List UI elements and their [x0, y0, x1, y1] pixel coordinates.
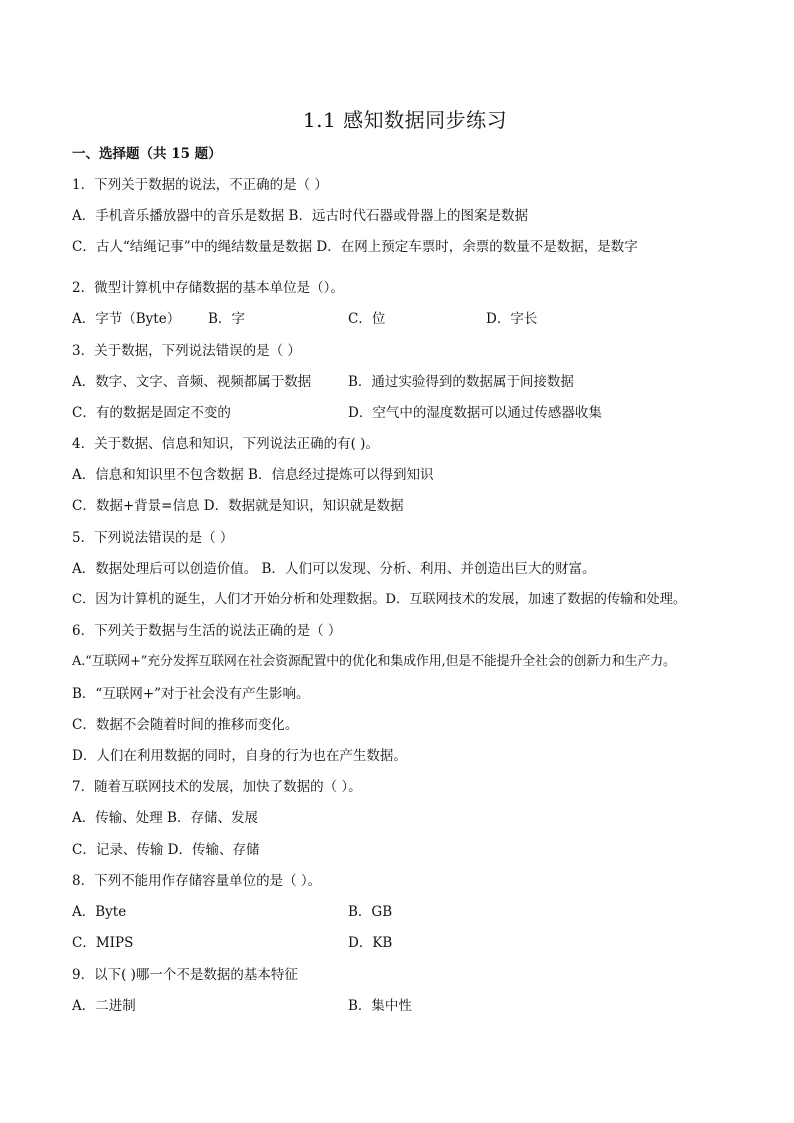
- question-3-stem: 3．关于数据，下列说法错误的是（ ）: [72, 343, 301, 359]
- question-5-options-cd: C．因为计算机的诞生，人们才开始分析和处理数据。D．互联网技术的发展，加速了数据的传输和处理。: [72, 592, 687, 607]
- question-9-option-a: A．二进制: [72, 998, 136, 1014]
- question-6-stem: 6．下列关于数据与生活的说法正确的是（ ）: [72, 623, 342, 639]
- question-5-options-ab: A．数据处理后可以创造价值。 B．人们可以发现、分析、利用、并创造出巨大的财富。: [72, 561, 596, 577]
- question-6-option-d: D．人们在利用数据的同时，自身的行为也在产生数据。: [72, 748, 407, 764]
- question-9-stem: 9．以下( )哪一个不是数据的基本特征: [72, 967, 298, 983]
- question-8-option-b: B．GB: [348, 904, 393, 920]
- question-2-stem: 2．微型计算机中存储数据的基本单位是（）。: [72, 280, 344, 296]
- question-8-option-a: A．Byte: [72, 904, 127, 920]
- question-8-option-d: D．KB: [348, 935, 393, 951]
- question-7-stem: 7．随着互联网技术的发展，加快了数据的（ ）。: [72, 779, 362, 795]
- question-1-stem: 1．下列关于数据的说法，不正确的是（ ）: [72, 177, 328, 193]
- question-7-options-cd: C．记录、传输 D．传输、存储: [72, 842, 260, 858]
- question-6-option-a: A.“互联网+”充分发挥互联网在社会资源配置中的优化和集成作用,但是不能提升全社会的创新力和生产力。: [72, 654, 676, 669]
- question-4-options-ab: A．信息和知识里不包含数据 B．信息经过提炼可以得到知识: [72, 467, 434, 483]
- question-5-stem: 5．下列说法错误的是（ ）: [72, 530, 234, 546]
- question-3-option-a: A．数字、文字、音频、视频都属于数据: [72, 374, 312, 390]
- question-4-stem: 4．关于数据、信息和知识，下列说法正确的有( )。: [72, 436, 379, 452]
- question-2-option-a: A．字节（Byte）: [72, 311, 181, 327]
- question-4-options-cd: C．数据+背景=信息 D．数据就是知识，知识就是数据: [72, 498, 404, 514]
- question-7-options-ab: A．传输、处理 B．存储、发展: [72, 810, 258, 826]
- question-8-option-c: C．MIPS: [72, 935, 134, 951]
- question-3-option-d: D．空气中的湿度数据可以通过传感器收集: [348, 405, 602, 421]
- question-2-option-c: C．位: [348, 311, 386, 327]
- question-8-stem: 8．下列不能用作存储容量单位的是（ ）。: [72, 873, 322, 889]
- question-1-options-ab: A．手机音乐播放器中的音乐是数据 B．远古时代石器或骨器上的图案是数据: [72, 208, 528, 224]
- page-title: 1.1 感知数据同步练习: [302, 108, 508, 132]
- question-3-option-c: C．有的数据是固定不变的: [72, 405, 231, 421]
- section-heading: 一、选择题（共 15 题）: [72, 146, 222, 162]
- question-6-option-c: C．数据不会随着时间的推移而变化。: [72, 717, 299, 733]
- question-9-option-b: B．集中性: [348, 998, 412, 1014]
- question-3-option-b: B．通过实验得到的数据属于间接数据: [348, 374, 574, 390]
- question-2-option-b: B．字: [208, 311, 245, 327]
- question-2-option-d: D．字长: [486, 311, 538, 327]
- question-6-option-b: B．“互联网+”对于社会没有产生影响。: [72, 686, 310, 702]
- question-1-options-cd: C．古人“结绳记事”中的绳结数量是数据 D．在网上预定车票时，余票的数量不是数据，是数字: [72, 239, 638, 255]
